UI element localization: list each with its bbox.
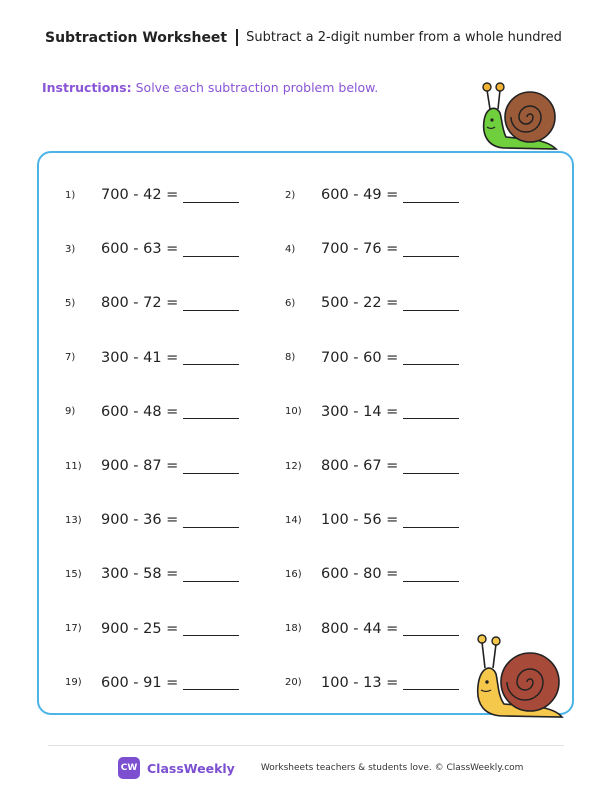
problem-number: 3) (65, 243, 76, 255)
problem-item (285, 239, 459, 259)
problem-expression: 800 - 67 = (321, 458, 399, 474)
problem-number: 17) (65, 623, 82, 635)
answer-blank[interactable] (183, 296, 239, 311)
problem-number: 6) (285, 297, 296, 309)
answer-blank[interactable] (183, 350, 239, 365)
problem-item (285, 673, 459, 693)
problem-number: 18) (285, 623, 302, 635)
brand-name: ClassWeekly (147, 760, 235, 776)
problem-expression: 100 - 56 = (321, 512, 399, 529)
problem-number: 13) (65, 514, 82, 526)
instructions-text: Solve each subtraction problem below. (135, 80, 379, 95)
problem-expression: 600 - 80 = (321, 566, 399, 583)
answer-blank[interactable] (183, 675, 239, 690)
problem-expression: 600 - 49 = (321, 187, 399, 203)
worksheet-subtitle: Subtract a 2-digit number from a whole hundred (246, 30, 562, 45)
instructions-label: Instructions: (42, 80, 132, 95)
answer-blank[interactable] (403, 350, 459, 365)
problem-item (65, 293, 239, 313)
answer-blank[interactable] (403, 242, 459, 257)
problem-item (65, 673, 239, 693)
problem-item (65, 564, 239, 584)
answer-blank[interactable] (183, 459, 239, 474)
problem-expression: 900 - 36 = (101, 512, 179, 529)
problem-number: 4) (285, 243, 296, 255)
problem-expression: 300 - 14 = (321, 403, 399, 420)
problem-number: 7) (65, 352, 76, 364)
problem-expression: 300 - 58 = (101, 566, 179, 583)
problem-item (65, 456, 239, 476)
problem-number: 19) (65, 677, 82, 689)
problem-expression: 100 - 13 = (321, 674, 399, 691)
problem-item (285, 185, 459, 205)
problem-expression: 700 - 42 = (101, 187, 179, 203)
problem-number: 5) (65, 297, 76, 309)
answer-blank[interactable] (183, 513, 239, 528)
problem-item (285, 402, 459, 422)
answer-blank[interactable] (183, 404, 239, 419)
answer-blank[interactable] (183, 242, 239, 257)
answer-blank[interactable] (403, 513, 459, 528)
instructions (42, 80, 378, 95)
answer-blank[interactable] (403, 404, 459, 419)
problem-item (65, 402, 239, 422)
problem-number: 1) (65, 189, 76, 201)
problem-item (285, 293, 459, 313)
answer-blank[interactable] (183, 567, 239, 582)
yellow-snail-icon (470, 630, 566, 720)
answer-blank[interactable] (403, 621, 459, 636)
problem-item (285, 456, 459, 476)
green-snail-icon (478, 77, 562, 153)
problem-number: 9) (65, 406, 76, 418)
problem-expression: 700 - 60 = (321, 349, 399, 366)
problem-number: 10) (285, 406, 302, 418)
problem-item (65, 510, 239, 530)
problem-number: 20) (285, 677, 302, 689)
problem-number: 16) (285, 568, 302, 580)
problem-expression: 700 - 76 = (321, 241, 399, 258)
worksheet-title: Subtraction Worksheet (45, 29, 228, 46)
answer-blank[interactable] (403, 675, 459, 690)
footer-divider (48, 745, 564, 746)
classweekly-logo: CW (118, 757, 140, 779)
problem-expression: 900 - 87 = (101, 458, 179, 474)
problem-expression: 500 - 22 = (321, 295, 399, 312)
problem-item (65, 185, 239, 205)
problem-expression: 800 - 44 = (321, 620, 399, 637)
title-divider (236, 29, 238, 46)
problem-number: 14) (285, 514, 302, 526)
problem-item (285, 619, 459, 639)
answer-blank[interactable] (403, 567, 459, 582)
answer-blank[interactable] (403, 296, 459, 311)
problem-item (285, 348, 459, 368)
problem-expression: 300 - 41 = (101, 349, 179, 366)
problem-number: 12) (285, 460, 302, 472)
worksheet-header (45, 29, 562, 46)
footer (118, 757, 523, 779)
footer-tagline: Worksheets teachers & students love. © ClassWeekly.com (260, 763, 524, 773)
problem-number: 15) (65, 568, 82, 580)
problem-expression: 900 - 25 = (101, 620, 179, 637)
problem-number: 2) (285, 189, 296, 201)
answer-blank[interactable] (403, 188, 459, 203)
problem-number: 8) (285, 352, 296, 364)
problem-expression: 800 - 72 = (101, 295, 179, 312)
problem-item (285, 564, 459, 584)
problem-expression: 600 - 91 = (101, 674, 179, 691)
problem-expression: 600 - 63 = (101, 241, 179, 258)
answer-blank[interactable] (183, 188, 239, 203)
problem-expression: 600 - 48 = (101, 403, 179, 420)
problem-item (65, 619, 239, 639)
problem-item (285, 510, 459, 530)
problem-item (65, 239, 239, 259)
answer-blank[interactable] (183, 621, 239, 636)
problem-number: 11) (65, 460, 82, 472)
problem-item (65, 348, 239, 368)
answer-blank[interactable] (403, 459, 459, 474)
